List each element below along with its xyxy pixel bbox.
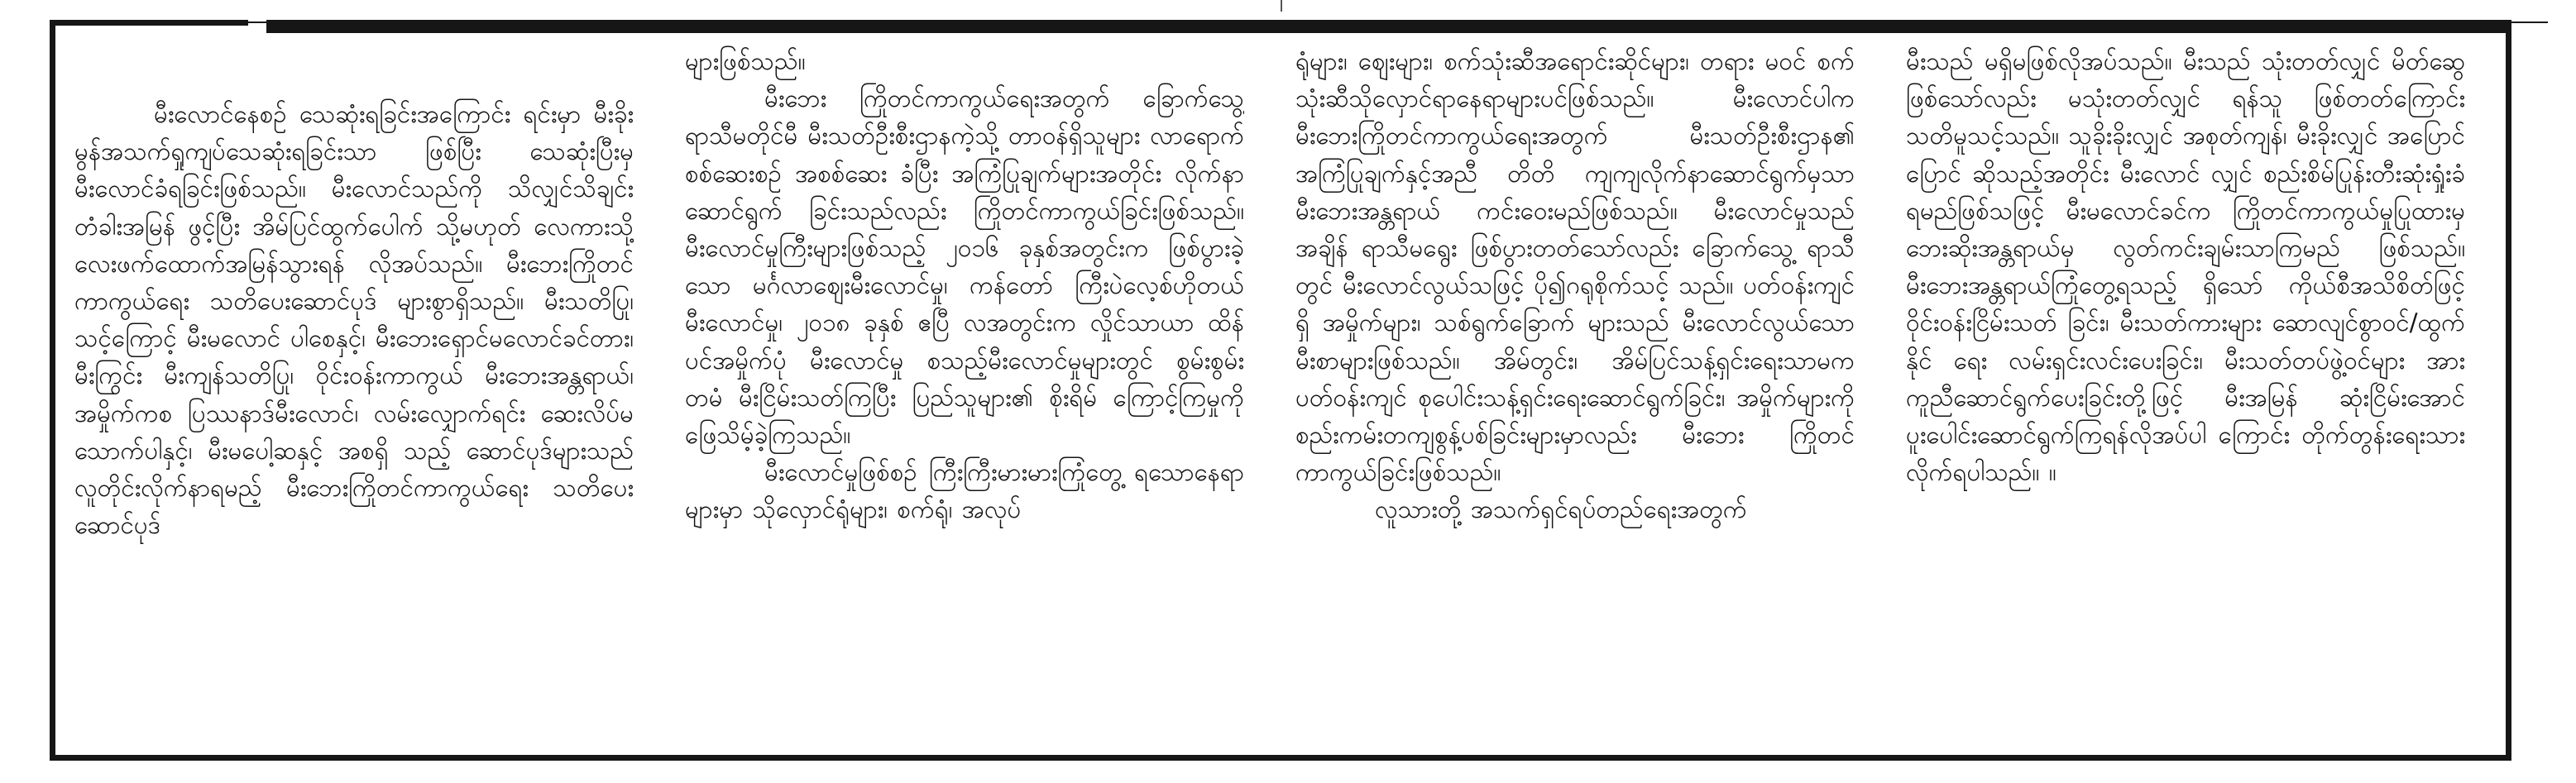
frame-top-left-rule [50,20,248,26]
column-3 [1295,43,1855,746]
article-body [74,43,2490,746]
frame-top-thick-rule [266,20,2511,33]
paragraph: မီးဘေး ကြိုတင်ကာကွယ်ရေးအတွက် ခြောက်သွေ့ရာသီမတိုင်မီ မီးသတ်ဦးစီးဌာနကဲ့သို့ တာဝန်ရှိသူများ လာရောက်စစ်ဆေးစဉ် အစစ်ဆေး ခံပြီး အကြံပြုချက်များအတိုင်း လိုက်နာဆောင်ရွက် ခြင်းသည်လည်း ကြိုတင်ကာကွယ်ခြင်းဖြစ်သည်။ မီးလောင်မှုကြီးများဖြစ်သည့် ၂၀၁၆ ခုနှစ်အတွင်းက ဖြစ်ပွားခဲ့သော မင်္ဂလာဈေးမီးလောင်မှု၊ ကန်တော် ကြီးပဲလေ့စ်ဟိုတယ်မီးလောင်မှု၊ ၂၀၁၈ ခုနှစ် ဧပြီ လအတွင်းက လှိုင်သာယာ ထိန်ပင်အမှိုက်ပုံ မီးလောင်မှု စသည့်မီးလောင်မှုများတွင် စွမ်းစွမ်း တမံ မီးငြိမ်းသတ်ကြပြီး ပြည်သူများ၏ စိုးရိမ် ကြောင့်ကြမှုကို ဖြေသိမ့်ခဲ့ကြသည်။ [685,84,1244,450]
paragraph: များဖြစ်သည်။ [685,47,806,75]
paragraph: မီးသည် မရှိမဖြစ်လိုအပ်သည်။ မီးသည် သုံးတတ်လျှင် မိတ်ဆွေဖြစ်သော်လည်း မသုံးတတ်လျှင် ရန်သူ ဖြစ်တတ်ကြောင်း သတိမူသင့်သည်။ သူခိုးခိုးလျှင် အစုတ်ကျန်၊ မီးခိုးလျှင် အပြောင်ပြောင် ဆိုသည့်အတိုင်း မီးလောင် လျှင် စည်းစိမ်ပြုန်းတီးဆုံးရှုံးခံရမည်ဖြစ်သဖြင့် မီးမလောင်ခင်က ကြိုတင်ကာကွယ်မှုပြုထားမှ ဘေးဆိုးအန္တရာယ်မှ လွတ်ကင်းချမ်းသာကြမည် ဖြစ်သည်။ မီးဘေးအန္တရာယ်ကြုံတွေ့ရသည့် ရှိသော် ကိုယ်စီအသိစိတ်ဖြင့် ဝိုင်းဝန်းငြိမ်းသတ် ခြင်း၊ မီးသတ်ကားများ ဆောလျင်စွာဝင်/ထွက်နိုင် ရေး လမ်းရှင်းလင်းပေးခြင်း၊ မီးသတ်တပ်ဖွဲ့ဝင်များ အား ကူညီဆောင်ရွက်ပေးခြင်းတို့ဖြင့် မီးအမြန် ဆုံးငြိမ်းအောင် ပူးပေါင်းဆောင်ရွက်ကြရန်လိုအပ်ပါ ကြောင်း တိုက်တွန်းရေးသားလိုက်ရပါသည်။ ။ [1906,47,2465,487]
top-center-tick [1281,0,1282,12]
paragraph: လူသားတို့ အသက်ရှင်ရပ်တည်ရေးအတွက် [1375,495,1747,524]
column-2 [685,43,1244,746]
paragraph: ရုံများ၊ ဈေးများ၊ စက်သုံးဆီအရောင်းဆိုင်များ၊ တရား မဝင် စက်သုံးဆီသိုလှောင်ရာနေရာများပင်ဖြစ်သည်။ မီးလောင်ပါက မီးဘေးကြိုတင်ကာကွယ်ရေးအတွက် မီးသတ်ဦးစီးဌာန၏ အကြံပြုချက်နှင့်အညီ တိတိ ကျကျလိုက်နာဆောင်ရွက်မှသာ မီးဘေးအန္တရာယ် ကင်းဝေးမည်ဖြစ်သည်။ မီးလောင်မှုသည် အချိန် ရာသီမရွေး ဖြစ်ပွားတတ်သော်လည်း ခြောက်သွေ့ ရာသီတွင် မီးလောင်လွယ်သဖြင့် ပို၍ဂရုစိုက်သင့် သည်။ ပတ်ဝန်းကျင်ရှိ အမှိုက်များ၊ သစ်ရွက်ခြောက် များသည် မီးလောင်လွယ်သောမီးစာများဖြစ်သည်။ အိမ်တွင်း၊ အိမ်ပြင်သန့်ရှင်းရေးသာမက ပတ်ဝန်းကျင် စုပေါင်းသန့်ရှင်းရေးဆောင်ရွက်ခြင်း၊ အမှိုက်များကို စည်းကမ်းတကျစွန့်ပစ်ခြင်းများမှာလည်း မီးဘေး ကြိုတင်ကာကွယ်ခြင်းဖြစ်သည်။ [1295,47,1855,487]
paragraph: မီးလောင်မှုဖြစ်စဉ် ကြီးကြီးမားမားကြုံတွေ့ ရသောနေရာများမှာ သိုလှောင်ရုံများ၊ စက်ရုံ၊ အလုပ် [685,458,1244,524]
paragraph: မီးလောင်နေစဉ် သေဆုံးရခြင်းအကြောင်း ရင်းမှာ မီးခိုးမွန်အသက်ရှုကျပ်သေဆုံးရခြင်းသာ ဖြစ်ပြီး သေဆုံးပြီးမှ မီးလောင်ခံရခြင်းဖြစ်သည်။ မီးလောင်သည်ကို သိလျှင်သိချင်း တံခါးအမြန် ဖွင့်ပြီး အိမ်ပြင်ထွက်ပေါက် သို့မဟုတ် လေကားသို့ လေးဖက်ထောက်အမြန်သွားရန် လိုအပ်သည်။ မီးဘေးကြိုတင်ကာကွယ်ရေး သတိပေးဆောင်ပုဒ် များစွာရှိသည်။ မီးသတိပြု၊ သင့်ကြောင့် မီးမလောင် ပါစေနှင့်၊ မီးဘေးရှောင်မလောင်ခင်တား၊ မီးကြွင်း မီးကျန်သတိပြု၊ ဝိုင်းဝန်းကာကွယ် မီးဘေးအန္တရာယ်၊ အမှိုက်ကစ ပြဿနာဒ်မီးလောင်၊ လမ်းလျှောက်ရင်း ဆေးလိပ်မသောက်ပါနှင့်၊ မီးမပေါ့ဆနှင့် အစရှိ သည့် ဆောင်ပုဒ်များသည် လူတိုင်းလိုက်နာရမည့် မီးဘေးကြိုတင်ကာကွယ်ရေး သတိပေးဆောင်ပုဒ် [74,100,634,540]
column-4 [1906,43,2465,746]
column-1 [74,43,634,746]
